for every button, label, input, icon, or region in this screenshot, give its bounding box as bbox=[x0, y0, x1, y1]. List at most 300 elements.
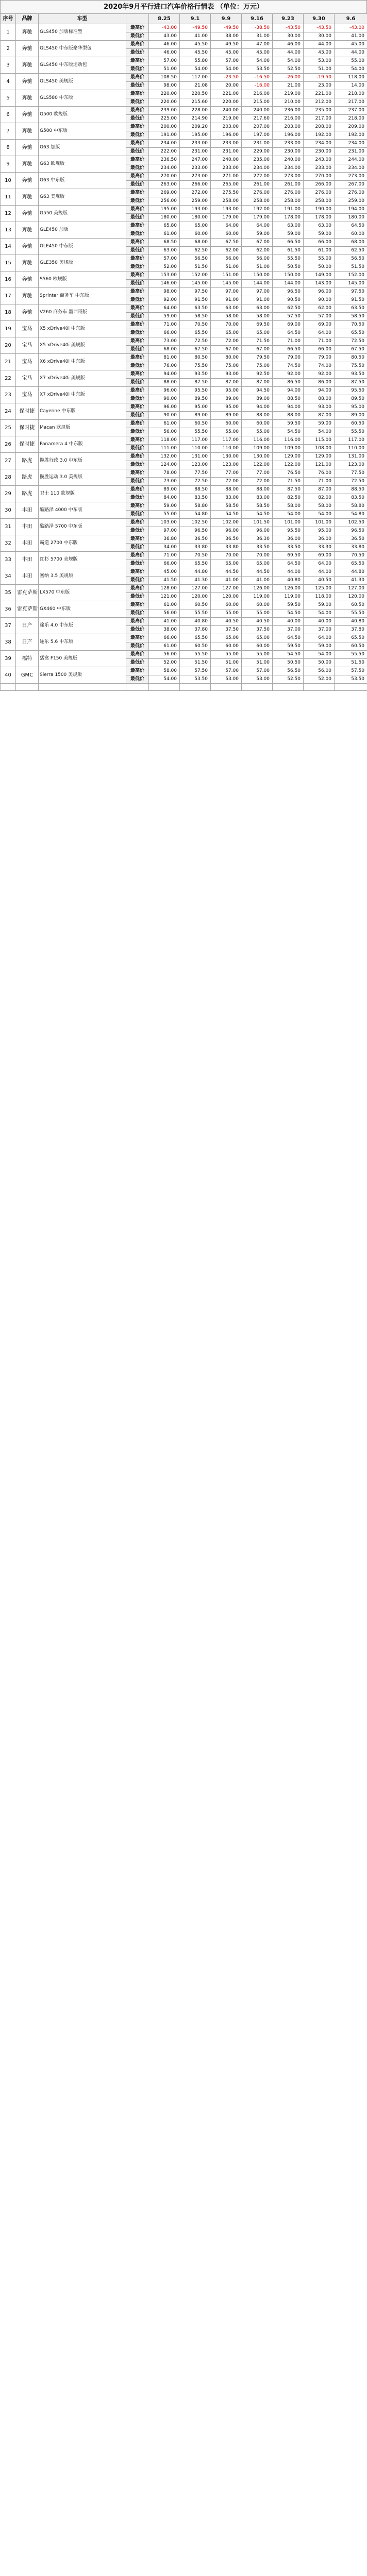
price-value: -43.00 bbox=[335, 24, 367, 32]
grid-filler-cell bbox=[304, 684, 335, 691]
price-value: 45.00 bbox=[242, 49, 273, 57]
price-value: 96.00 bbox=[242, 527, 273, 535]
price-value: 82.50 bbox=[273, 494, 304, 502]
price-value: 54.80 bbox=[180, 511, 211, 519]
price-type-label: 最低价 bbox=[126, 197, 149, 206]
price-value: 70.50 bbox=[180, 552, 211, 560]
price-value: 52.00 bbox=[149, 263, 180, 272]
price-value: 65.00 bbox=[211, 560, 242, 568]
price-value: 97.50 bbox=[180, 288, 211, 296]
price-value: 45.00 bbox=[335, 41, 367, 49]
price-value: 88.00 bbox=[304, 395, 335, 403]
price-value: 261.00 bbox=[242, 181, 273, 189]
price-value: 36.50 bbox=[211, 535, 242, 544]
price-value: 72.00 bbox=[211, 478, 242, 486]
price-value: 60.00 bbox=[335, 230, 367, 239]
price-value: 234.00 bbox=[335, 164, 367, 173]
price-type-label: 最高价 bbox=[126, 189, 149, 197]
table-row bbox=[1, 74, 367, 82]
price-value: 88.50 bbox=[180, 486, 211, 494]
price-value: 58.00 bbox=[149, 667, 180, 675]
price-value: 41.50 bbox=[149, 577, 180, 585]
row-number: 39 bbox=[1, 651, 16, 667]
price-value: 92.00 bbox=[273, 370, 304, 379]
price-value: 77.00 bbox=[211, 469, 242, 478]
model-cell: GLE350 美规版 bbox=[39, 255, 126, 272]
price-type-label: 最高价 bbox=[126, 618, 149, 626]
brand-cell: 宝马 bbox=[16, 370, 39, 387]
price-value: 93.50 bbox=[180, 370, 211, 379]
price-value: 145.00 bbox=[180, 280, 211, 288]
price-value: 229.00 bbox=[242, 148, 273, 156]
price-value: 45.00 bbox=[211, 49, 242, 57]
price-value: 72.50 bbox=[335, 337, 367, 346]
price-value: 236.00 bbox=[273, 107, 304, 115]
price-value: 96.00 bbox=[149, 403, 180, 412]
price-value: 69.00 bbox=[304, 552, 335, 560]
price-value: 63.00 bbox=[242, 304, 273, 313]
price-value: 64.00 bbox=[242, 222, 273, 230]
price-value: 118.00 bbox=[149, 436, 180, 445]
price-value: 225.00 bbox=[149, 115, 180, 123]
price-type-label: 最高价 bbox=[126, 140, 149, 148]
price-value: 30.00 bbox=[273, 32, 304, 41]
price-value: 74.50 bbox=[273, 362, 304, 370]
price-type-label: 最低价 bbox=[126, 98, 149, 107]
table-row bbox=[1, 123, 367, 131]
price-value: 83.50 bbox=[180, 494, 211, 502]
price-type-label: 最高价 bbox=[126, 601, 149, 609]
price-type-label: 最高价 bbox=[126, 552, 149, 560]
price-value: 98.00 bbox=[149, 288, 180, 296]
price-value: 55.50 bbox=[273, 255, 304, 263]
price-value: 92.00 bbox=[149, 296, 180, 304]
price-type-label: 最高价 bbox=[126, 321, 149, 329]
price-value: 92.00 bbox=[304, 370, 335, 379]
price-value: 119.00 bbox=[242, 593, 273, 601]
price-value: 230.00 bbox=[273, 148, 304, 156]
table-row bbox=[1, 354, 367, 362]
price-value: 57.00 bbox=[149, 255, 180, 263]
row-number: 30 bbox=[1, 502, 16, 519]
brand-cell: 奔驰 bbox=[16, 90, 39, 107]
price-value: 243.00 bbox=[304, 156, 335, 164]
model-cell: G63 加版 bbox=[39, 140, 126, 156]
price-type-label: 最低价 bbox=[126, 230, 149, 239]
row-number: 15 bbox=[1, 255, 16, 272]
row-number: 31 bbox=[1, 519, 16, 535]
table-row bbox=[1, 24, 367, 32]
price-value: 64.50 bbox=[273, 634, 304, 642]
price-type-label: 最高价 bbox=[126, 486, 149, 494]
price-type-label: 最高价 bbox=[126, 206, 149, 214]
header-row bbox=[1, 14, 367, 24]
price-type-label: 最高价 bbox=[126, 519, 149, 527]
price-type-label: 最高价 bbox=[126, 337, 149, 346]
price-value: 65.80 bbox=[149, 222, 180, 230]
price-type-label: 最高价 bbox=[126, 57, 149, 65]
row-number: 28 bbox=[1, 469, 16, 486]
price-value: 123.00 bbox=[211, 461, 242, 469]
table-row bbox=[1, 239, 367, 247]
brand-cell: 丰田 bbox=[16, 568, 39, 585]
price-value: 216.00 bbox=[273, 115, 304, 123]
price-value: 121.00 bbox=[149, 593, 180, 601]
model-cell: G500 欧规版 bbox=[39, 107, 126, 123]
price-value: 63.00 bbox=[273, 222, 304, 230]
price-value: 119.00 bbox=[273, 593, 304, 601]
price-type-label: 最低价 bbox=[126, 478, 149, 486]
price-value: 57.50 bbox=[180, 667, 211, 675]
price-value: 60.00 bbox=[242, 601, 273, 609]
price-value: 220.00 bbox=[211, 98, 242, 107]
brand-cell: 雷克萨斯 bbox=[16, 585, 39, 601]
price-type-label: 最低价 bbox=[126, 511, 149, 519]
price-value: 66.00 bbox=[304, 239, 335, 247]
price-value: 68.00 bbox=[149, 346, 180, 354]
brand-cell: 雷克萨斯 bbox=[16, 601, 39, 618]
price-type-label: 最低价 bbox=[126, 164, 149, 173]
table-row bbox=[1, 387, 367, 395]
price-value: 122.00 bbox=[273, 461, 304, 469]
price-value: 55.00 bbox=[304, 255, 335, 263]
price-value: 54.50 bbox=[273, 609, 304, 618]
price-value: 33.50 bbox=[242, 544, 273, 552]
brand-cell: 奔驰 bbox=[16, 288, 39, 304]
price-value: 54.50 bbox=[273, 651, 304, 659]
price-value: 258.00 bbox=[242, 197, 273, 206]
price-value: 65.50 bbox=[180, 329, 211, 337]
price-value: 44.00 bbox=[273, 568, 304, 577]
price-value: 66.50 bbox=[273, 239, 304, 247]
price-value: 76.50 bbox=[273, 469, 304, 478]
price-value: 66.00 bbox=[149, 560, 180, 568]
price-type-label: 最低价 bbox=[126, 494, 149, 502]
model-cell: GLS450 美规版 bbox=[39, 74, 126, 90]
row-number: 14 bbox=[1, 239, 16, 255]
price-value: 50.00 bbox=[304, 659, 335, 667]
table-row bbox=[1, 486, 367, 494]
price-value: 117.00 bbox=[180, 436, 211, 445]
price-value: 70.50 bbox=[180, 321, 211, 329]
price-value: 60.00 bbox=[211, 601, 242, 609]
price-value: 143.00 bbox=[304, 280, 335, 288]
price-type-label: 最低价 bbox=[126, 329, 149, 337]
model-cell: Macan 欧规版 bbox=[39, 420, 126, 436]
price-value: 72.00 bbox=[242, 478, 273, 486]
price-value: 51.00 bbox=[242, 659, 273, 667]
price-value: 83.00 bbox=[242, 494, 273, 502]
price-value: 117.00 bbox=[335, 436, 367, 445]
price-value: 44.00 bbox=[273, 49, 304, 57]
price-value: 231.00 bbox=[242, 140, 273, 148]
price-value: 215.60 bbox=[180, 98, 211, 107]
price-value: 57.00 bbox=[149, 57, 180, 65]
price-value: 53.00 bbox=[211, 675, 242, 684]
price-value: 67.00 bbox=[211, 346, 242, 354]
price-value: 80.00 bbox=[211, 354, 242, 362]
price-value: 95.00 bbox=[304, 527, 335, 535]
model-cell: X7 xDrive40i 美规版 bbox=[39, 370, 126, 387]
price-value: 40.50 bbox=[304, 577, 335, 585]
price-value: 95.00 bbox=[335, 403, 367, 412]
price-value: 67.00 bbox=[242, 346, 273, 354]
price-type-label: 最低价 bbox=[126, 181, 149, 189]
price-value: 109.00 bbox=[273, 445, 304, 453]
price-type-label: 最低价 bbox=[126, 659, 149, 667]
price-value: -26.00 bbox=[273, 74, 304, 82]
price-value: 259.00 bbox=[335, 197, 367, 206]
price-value: 50.00 bbox=[304, 263, 335, 272]
price-value: 130.00 bbox=[211, 453, 242, 461]
price-value: 215.00 bbox=[242, 98, 273, 107]
price-value: 146.00 bbox=[149, 280, 180, 288]
price-value: 65.50 bbox=[335, 634, 367, 642]
price-value: 192.00 bbox=[304, 131, 335, 140]
brand-cell: 奔驰 bbox=[16, 123, 39, 140]
price-value: -16.50 bbox=[242, 74, 273, 82]
price-value: 191.00 bbox=[273, 206, 304, 214]
price-value: 83.00 bbox=[211, 494, 242, 502]
model-cell: 猛禽 F150 美规版 bbox=[39, 651, 126, 667]
table-row bbox=[1, 57, 367, 65]
price-value: 233.00 bbox=[211, 140, 242, 148]
price-value: 132.00 bbox=[149, 453, 180, 461]
price-value: 54.50 bbox=[211, 511, 242, 519]
price-value: 101.00 bbox=[273, 519, 304, 527]
price-value: 88.00 bbox=[211, 486, 242, 494]
model-cell: X7 xDrive40i 中东版 bbox=[39, 387, 126, 403]
price-value: 68.00 bbox=[180, 239, 211, 247]
price-value: 54.50 bbox=[273, 428, 304, 436]
row-number: 25 bbox=[1, 420, 16, 436]
price-value: 51.50 bbox=[335, 263, 367, 272]
table-row bbox=[1, 288, 367, 296]
price-value: 51.00 bbox=[149, 65, 180, 74]
table-row bbox=[1, 403, 367, 412]
price-value: 72.50 bbox=[335, 478, 367, 486]
grid-filler-row bbox=[1, 684, 367, 691]
price-value: 51.50 bbox=[180, 263, 211, 272]
row-number: 18 bbox=[1, 304, 16, 321]
price-value: 53.00 bbox=[242, 675, 273, 684]
price-value: 120.00 bbox=[211, 593, 242, 601]
price-value: 64.00 bbox=[149, 304, 180, 313]
price-value: 82.00 bbox=[304, 494, 335, 502]
price-value: 54.00 bbox=[273, 511, 304, 519]
price-value: 62.50 bbox=[273, 304, 304, 313]
price-value: 273.00 bbox=[180, 173, 211, 181]
price-value: 258.00 bbox=[304, 197, 335, 206]
price-value: 109.00 bbox=[242, 445, 273, 453]
price-value: 88.00 bbox=[242, 486, 273, 494]
price-value: 37.50 bbox=[211, 626, 242, 634]
price-value: 65.00 bbox=[242, 560, 273, 568]
row-number: 16 bbox=[1, 272, 16, 288]
price-value: 54.50 bbox=[242, 511, 273, 519]
price-value: 269.00 bbox=[149, 189, 180, 197]
row-number: 10 bbox=[1, 173, 16, 189]
price-value: 244.00 bbox=[335, 156, 367, 164]
price-value: 58.50 bbox=[335, 313, 367, 321]
price-value: 46.00 bbox=[149, 49, 180, 57]
price-value: 73.00 bbox=[149, 337, 180, 346]
price-value: 102.50 bbox=[335, 519, 367, 527]
table-row bbox=[1, 337, 367, 346]
price-value: 256.00 bbox=[149, 197, 180, 206]
price-value: 56.50 bbox=[180, 255, 211, 263]
price-value: 56.00 bbox=[211, 255, 242, 263]
price-type-label: 最低价 bbox=[126, 461, 149, 469]
table-row bbox=[1, 601, 367, 609]
price-value: 115.00 bbox=[304, 436, 335, 445]
price-value: 64.00 bbox=[304, 634, 335, 642]
price-value: 40.50 bbox=[211, 618, 242, 626]
price-type-label: 最高价 bbox=[126, 74, 149, 82]
price-value: 95.00 bbox=[180, 403, 211, 412]
price-value: 91.00 bbox=[211, 296, 242, 304]
price-value: 116.00 bbox=[242, 436, 273, 445]
row-number: 35 bbox=[1, 585, 16, 601]
price-value: 118.00 bbox=[304, 593, 335, 601]
model-cell: 酷路泽 5700 中东版 bbox=[39, 519, 126, 535]
price-value: 60.00 bbox=[242, 420, 273, 428]
price-value: 59.50 bbox=[273, 420, 304, 428]
price-type-label: 最低价 bbox=[126, 49, 149, 57]
price-value: 234.00 bbox=[304, 140, 335, 148]
grid-filler-cell bbox=[335, 684, 367, 691]
price-value: 89.00 bbox=[149, 486, 180, 494]
price-value: 128.00 bbox=[149, 585, 180, 593]
row-number: 6 bbox=[1, 107, 16, 123]
price-value: 33.80 bbox=[211, 544, 242, 552]
price-value: -43.50 bbox=[304, 24, 335, 32]
price-value: 36.50 bbox=[180, 535, 211, 544]
row-number: 20 bbox=[1, 337, 16, 354]
price-value: 117.00 bbox=[211, 436, 242, 445]
price-type-label: 最高价 bbox=[126, 568, 149, 577]
price-type-label: 最低价 bbox=[126, 280, 149, 288]
price-value: 97.50 bbox=[335, 288, 367, 296]
model-cell: X6 xDrive40i 中东版 bbox=[39, 354, 126, 370]
price-value: 55.00 bbox=[211, 428, 242, 436]
price-value: 58.00 bbox=[242, 313, 273, 321]
price-value: 272.00 bbox=[180, 189, 211, 197]
price-value: 59.00 bbox=[149, 313, 180, 321]
price-type-label: 最高价 bbox=[126, 535, 149, 544]
price-value: 71.00 bbox=[273, 337, 304, 346]
price-value: 121.00 bbox=[304, 461, 335, 469]
price-value: 55.50 bbox=[335, 651, 367, 659]
price-value: 233.00 bbox=[273, 140, 304, 148]
price-value: 36.50 bbox=[335, 535, 367, 544]
price-value: 212.00 bbox=[304, 98, 335, 107]
price-type-label: 最低价 bbox=[126, 626, 149, 634]
price-value: 209.20 bbox=[180, 123, 211, 131]
price-value: 97.00 bbox=[149, 527, 180, 535]
price-value: 52.00 bbox=[149, 659, 180, 667]
price-value: 57.00 bbox=[211, 57, 242, 65]
price-value: 91.50 bbox=[180, 296, 211, 304]
price-value: -43.50 bbox=[273, 24, 304, 32]
price-value: 110.00 bbox=[180, 445, 211, 453]
price-value: -19.50 bbox=[304, 74, 335, 82]
price-value: 34.00 bbox=[149, 544, 180, 552]
price-value: 91.50 bbox=[335, 296, 367, 304]
price-value: 59.00 bbox=[304, 601, 335, 609]
price-type-label: 最低价 bbox=[126, 527, 149, 535]
price-value: 79.00 bbox=[304, 354, 335, 362]
price-value: 234.00 bbox=[242, 164, 273, 173]
price-value: 68.50 bbox=[149, 239, 180, 247]
table-row bbox=[1, 651, 367, 659]
price-value: 60.00 bbox=[180, 230, 211, 239]
brand-cell: 路虎 bbox=[16, 486, 39, 502]
price-value: 60.00 bbox=[242, 642, 273, 651]
price-value: 94.50 bbox=[242, 387, 273, 395]
price-value: 102.00 bbox=[211, 519, 242, 527]
price-value: 65.00 bbox=[242, 634, 273, 642]
price-value: 71.00 bbox=[304, 478, 335, 486]
price-value: 217.00 bbox=[335, 98, 367, 107]
price-value: 64.50 bbox=[273, 560, 304, 568]
price-value: 55.00 bbox=[335, 57, 367, 65]
price-value: 63.50 bbox=[335, 304, 367, 313]
table-body bbox=[1, 24, 367, 691]
price-value: 98.00 bbox=[149, 82, 180, 90]
price-value: 88.00 bbox=[149, 379, 180, 387]
price-value: 59.50 bbox=[273, 601, 304, 609]
price-value: 129.00 bbox=[273, 453, 304, 461]
price-value: 88.00 bbox=[242, 412, 273, 420]
price-value: 46.00 bbox=[273, 41, 304, 49]
price-value: 72.50 bbox=[180, 478, 211, 486]
price-value: 79.00 bbox=[273, 354, 304, 362]
brand-cell: 奔驰 bbox=[16, 24, 39, 41]
price-value: 190.00 bbox=[304, 206, 335, 214]
price-value: 54.00 bbox=[242, 57, 273, 65]
price-value: 31.00 bbox=[242, 32, 273, 41]
price-value: 55.50 bbox=[180, 428, 211, 436]
price-value: 69.50 bbox=[273, 552, 304, 560]
price-value: 197.00 bbox=[242, 131, 273, 140]
price-value: 233.00 bbox=[304, 164, 335, 173]
price-type-label: 最低价 bbox=[126, 296, 149, 304]
price-type-label: 最低价 bbox=[126, 214, 149, 222]
price-type-label: 最高价 bbox=[126, 469, 149, 478]
price-value: 64.00 bbox=[304, 560, 335, 568]
price-value: 102.50 bbox=[180, 519, 211, 527]
price-value: 54.00 bbox=[304, 428, 335, 436]
price-value: 66.50 bbox=[273, 346, 304, 354]
price-value: 193.00 bbox=[180, 206, 211, 214]
price-value: 36.00 bbox=[273, 535, 304, 544]
price-value: 33.80 bbox=[180, 544, 211, 552]
price-value: -38.50 bbox=[242, 24, 273, 32]
price-value: 218.00 bbox=[335, 90, 367, 98]
price-value: 71.50 bbox=[273, 478, 304, 486]
price-value: 195.00 bbox=[180, 131, 211, 140]
price-value: 195.00 bbox=[149, 206, 180, 214]
price-type-label: 最高价 bbox=[126, 123, 149, 131]
price-value: 111.00 bbox=[149, 445, 180, 453]
price-value: 58.00 bbox=[304, 502, 335, 511]
price-value: 191.00 bbox=[149, 131, 180, 140]
brand-cell: 奔驰 bbox=[16, 140, 39, 156]
price-value: -23.50 bbox=[211, 74, 242, 82]
model-cell: 卫士 110 欧规版 bbox=[39, 486, 126, 502]
price-value: 70.50 bbox=[335, 321, 367, 329]
